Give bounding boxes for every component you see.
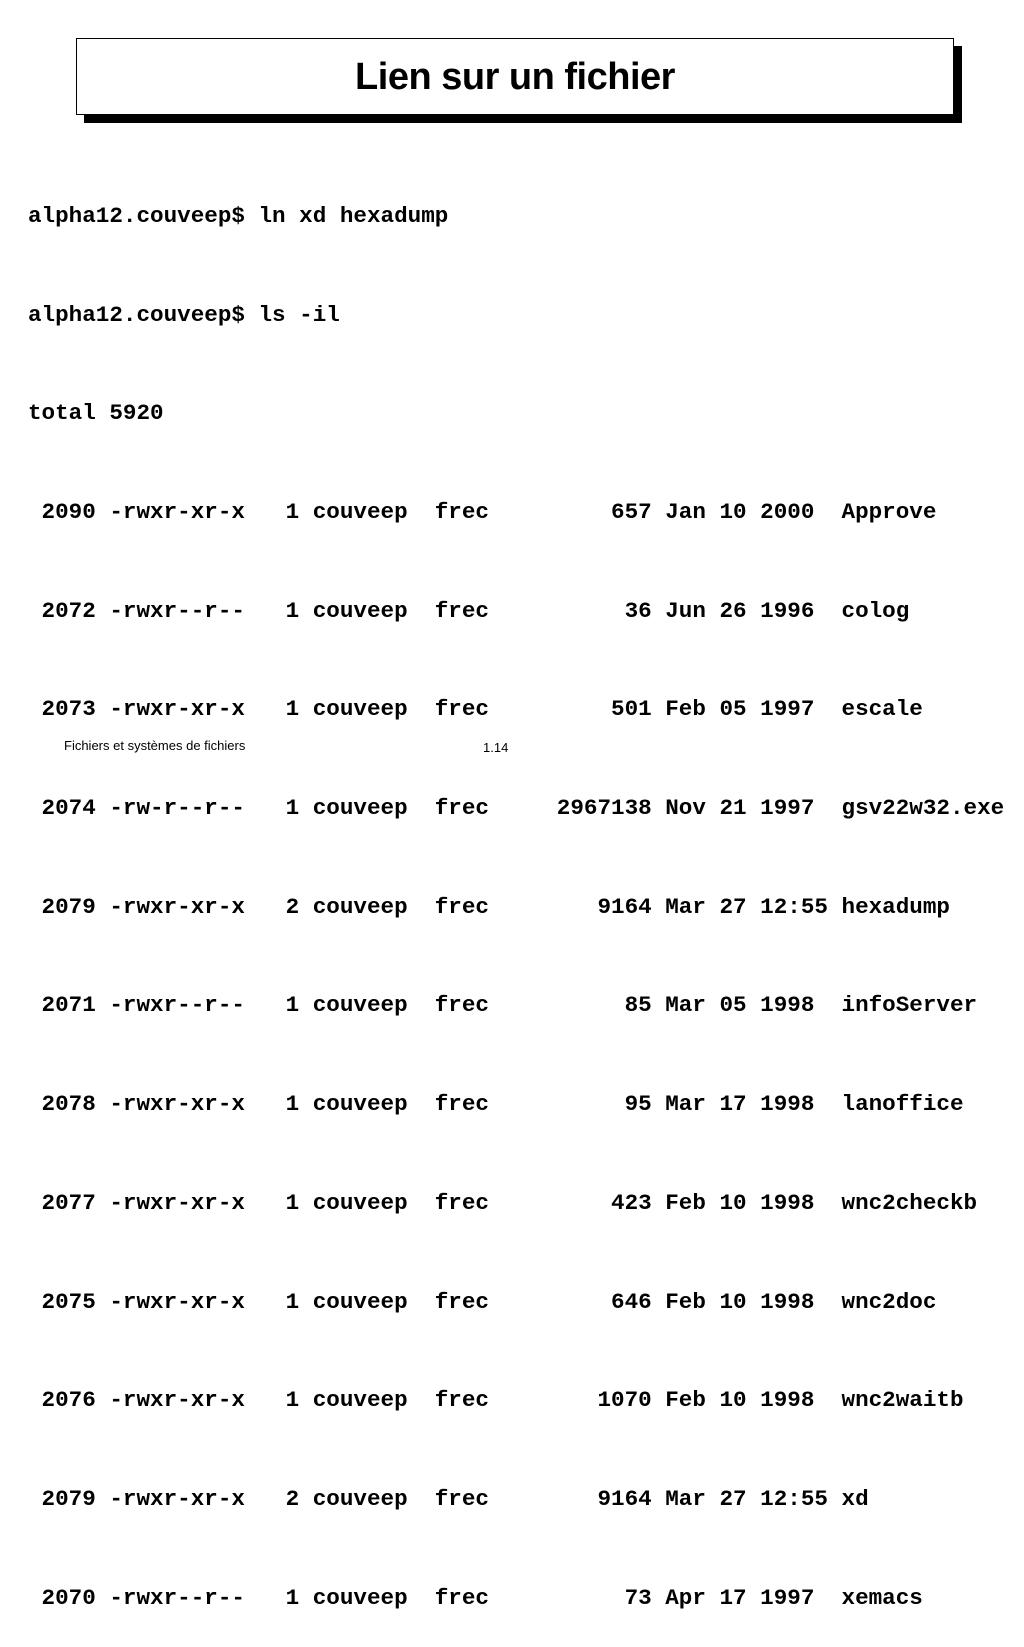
file-listing-row: 2073 -rwxr-xr-x 1 couveep frec 501 Feb 05 1997 escale (28, 696, 923, 723)
file-listing-row: 2079 -rwxr-xr-x 2 couveep frec 9164 Mar 27 12:55 xd (28, 1485, 869, 1512)
file-listing-row: 2078 -rwxr-xr-x 1 couveep frec 95 Mar 17 1998 lanoffice (28, 1091, 964, 1118)
file-listing-row: 2079 -rwxr-xr-x 2 couveep frec 9164 Mar 27 12:55 hexadump (28, 893, 950, 920)
file-listing-row: 2077 -rwxr-xr-x 1 couveep frec 423 Feb 10 1998 wnc2checkb (28, 1189, 978, 1216)
file-listing-row: 2074 -rw-r--r-- 1 couveep frec 2967138 Nov 21 1997 gsv22w32.exe (28, 795, 1005, 822)
terminal-output (28, 134, 1004, 1647)
terminal-line-ln-command: alpha12.couveep$ ln xd hexadump (28, 202, 449, 229)
file-listing-row: 2071 -rwxr--r-- 1 couveep frec 85 Mar 05 1998 infoServer (28, 992, 978, 1019)
page-title: Lien sur un fichier (355, 56, 675, 98)
file-listing-row: 2090 -rwxr-xr-x 1 couveep frec 657 Jan 10 2000 Approve (28, 498, 937, 525)
page-number: 1.14 (483, 740, 509, 755)
file-listing-row: 2070 -rwxr--r-- 1 couveep frec 73 Apr 17 1997 xemacs (28, 1584, 923, 1611)
title-box (76, 38, 954, 115)
terminal-line-total: total 5920 (28, 400, 164, 427)
file-listing-row: 2076 -rwxr-xr-x 1 couveep frec 1070 Feb 10 1998 wnc2waitb (28, 1387, 964, 1414)
footer-text: Fichiers et systèmes de fichiers (64, 738, 246, 753)
file-listing-row: 2072 -rwxr--r-- 1 couveep frec 36 Jun 26 1996 colog (28, 597, 910, 624)
terminal-line-ls-command: alpha12.couveep$ ls -il (28, 301, 340, 328)
file-listing-row: 2075 -rwxr-xr-x 1 couveep frec 646 Feb 10 1998 wnc2doc (28, 1288, 937, 1315)
